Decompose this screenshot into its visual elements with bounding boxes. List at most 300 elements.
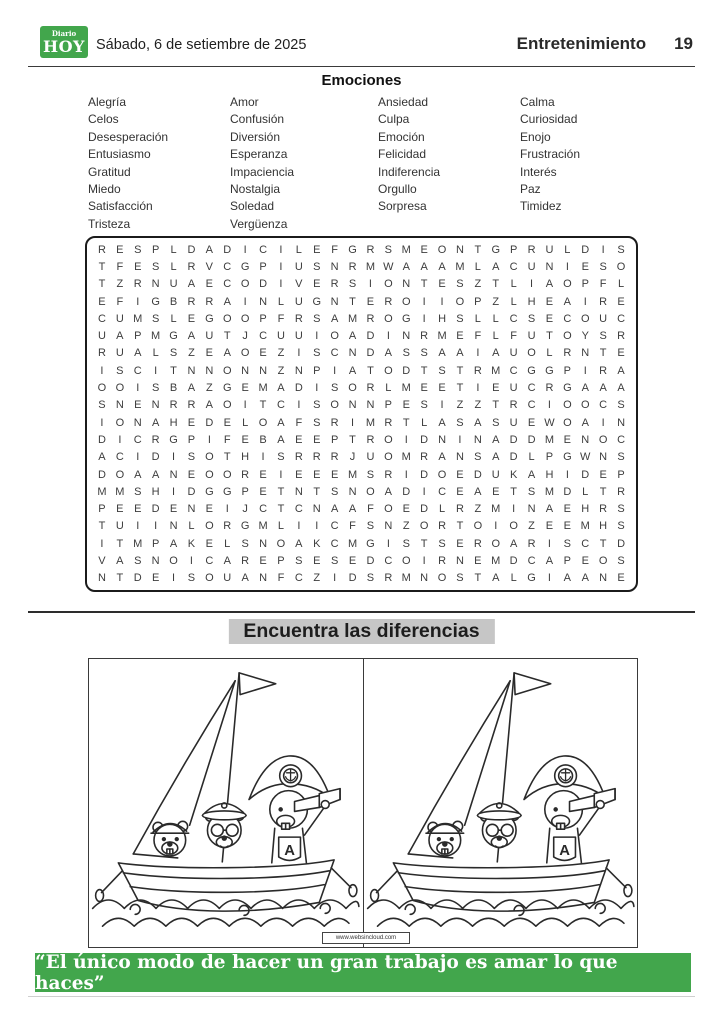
letter-cell: U	[527, 260, 536, 273]
letter-cell: N	[259, 364, 268, 377]
letter-cell: I	[315, 330, 319, 343]
letter-cell: T	[599, 485, 607, 498]
word-item: Amor	[230, 95, 259, 109]
letter-cell: I	[315, 382, 319, 395]
letter-cell: I	[422, 295, 426, 308]
letter-cell: N	[205, 364, 214, 377]
letter-cell: O	[491, 537, 501, 550]
letter-cell: O	[598, 555, 608, 568]
letter-cell: I	[440, 399, 444, 412]
letter-cell: I	[476, 382, 480, 395]
letter-cell: R	[455, 503, 464, 516]
letter-cell: I	[368, 278, 372, 291]
letter-cell: S	[295, 555, 303, 568]
letter-cell: S	[456, 416, 464, 429]
letter-cell: E	[563, 433, 572, 446]
letter-cell: I	[547, 537, 551, 550]
letter-cell: T	[456, 364, 464, 377]
letter-cell: C	[384, 555, 393, 568]
letter-cell: E	[456, 468, 464, 481]
letter-cell: I	[172, 485, 176, 498]
letter-cell: D	[402, 364, 411, 377]
letter-cell: P	[187, 433, 196, 446]
letter-cell: L	[277, 295, 284, 308]
letter-cell: P	[259, 260, 267, 273]
letter-cell: E	[527, 416, 536, 429]
letter-cell: R	[366, 382, 375, 395]
letter-cell: Z	[474, 278, 482, 291]
page-number: 19	[674, 34, 693, 53]
letter-cell: P	[330, 433, 339, 446]
letter-cell: G	[527, 364, 536, 377]
letter-cell: A	[438, 416, 446, 429]
letter-cell: O	[205, 468, 214, 481]
letter-cell: R	[473, 364, 482, 377]
letter-cell: I	[297, 520, 301, 533]
letter-cell: D	[348, 572, 357, 585]
letter-cell: M	[401, 382, 411, 395]
letter-cell: G	[222, 382, 232, 395]
letter-cell: I	[333, 364, 337, 377]
letter-cell: I	[583, 295, 587, 308]
letter-cell: M	[491, 503, 501, 516]
letter-cell: I	[207, 433, 211, 446]
letter-cell: S	[438, 364, 446, 377]
letter-cell: R	[599, 295, 608, 308]
letter-cell: R	[473, 537, 482, 550]
letter-cell: L	[492, 330, 499, 343]
letter-cell: G	[240, 260, 250, 273]
letter-cell: I	[494, 520, 498, 533]
letter-cell: T	[474, 243, 482, 256]
letter-cell: M	[258, 382, 268, 395]
letter-cell: A	[330, 503, 339, 516]
letter-cell: T	[277, 503, 285, 516]
letter-cell: I	[458, 433, 462, 446]
letter-cell: K	[509, 468, 518, 481]
letter-cell: O	[384, 451, 393, 464]
letter-cell: S	[313, 416, 321, 429]
letter-cell: D	[151, 451, 160, 464]
letter-cell: E	[563, 503, 572, 516]
letter-cell: N	[581, 433, 590, 446]
letter-cell: M	[365, 416, 376, 429]
badge-letter: A	[558, 842, 570, 859]
letter-cell: N	[294, 485, 303, 498]
letter-cell: T	[546, 330, 553, 343]
spyglass-icon	[569, 789, 615, 812]
letter-cell: G	[151, 295, 160, 308]
letter-cell: E	[545, 520, 554, 533]
letter-cell: U	[294, 295, 303, 308]
word-column	[88, 94, 230, 233]
letter-cell: F	[599, 278, 607, 291]
letter-cell: H	[599, 520, 608, 533]
letter-cell: E	[205, 537, 214, 550]
letter-cell: E	[134, 399, 142, 412]
letter-cell: W	[383, 260, 394, 273]
letter-cell: I	[136, 382, 140, 395]
letter-cell: O	[563, 416, 572, 429]
letter-cell: T	[456, 520, 464, 533]
flag-icon	[239, 673, 276, 695]
letter-cell: E	[348, 555, 357, 568]
letter-cell: S	[456, 312, 464, 325]
word-item: Timidez	[520, 199, 562, 214]
letter-cell: O	[455, 295, 465, 308]
letter-cell: Z	[474, 399, 482, 412]
letter-cell: C	[509, 312, 518, 325]
letter-cell: T	[223, 451, 231, 464]
letter-cell: I	[547, 572, 551, 585]
letter-cell: F	[116, 260, 124, 273]
letter-cell: O	[616, 260, 626, 273]
letter-cell: I	[404, 433, 408, 446]
letter-cell: I	[243, 243, 247, 256]
word-item: Desesperación	[88, 129, 169, 144]
letter-cell: I	[315, 520, 319, 533]
letter-cell: T	[599, 537, 607, 550]
letter-cell: M	[365, 260, 376, 273]
letter-cell: I	[386, 537, 390, 550]
word-column	[520, 94, 630, 233]
word-item: Tristeza	[88, 216, 131, 231]
letter-cell: D	[366, 555, 375, 568]
diario-hoy-logo	[40, 26, 88, 58]
letter-cell: I	[100, 537, 104, 550]
letter-cell: A	[420, 260, 428, 273]
quote-banner	[35, 953, 691, 992]
letter-cell: R	[330, 451, 339, 464]
letter-cell: C	[330, 520, 339, 533]
boat-illustration-right	[364, 658, 639, 948]
letter-cell: S	[187, 451, 196, 464]
letter-cell: A	[116, 330, 124, 343]
letter-cell: C	[527, 555, 536, 568]
letter-cell: E	[545, 295, 554, 308]
letter-cell: I	[172, 572, 176, 585]
letter-cell: I	[189, 555, 193, 568]
letter-cell: S	[134, 485, 142, 498]
word-item: Culpa	[378, 112, 410, 127]
letter-cell: T	[349, 295, 356, 308]
word-item: Nostalgia	[230, 182, 281, 197]
word-item: Diversión	[230, 129, 281, 144]
letter-cell: D	[617, 537, 626, 550]
letter-cell: F	[277, 572, 285, 585]
letter-cell: K	[313, 537, 321, 550]
word-item: Orgullo	[378, 182, 417, 197]
letter-cell: I	[279, 260, 283, 273]
letter-cell: M	[97, 485, 107, 498]
letter-cell: U	[294, 260, 303, 273]
letter-cell: P	[563, 364, 572, 377]
letter-cell: S	[134, 243, 142, 256]
letter-cell: M	[544, 485, 555, 498]
letter-cell: E	[259, 485, 267, 498]
letter-cell: L	[564, 243, 571, 256]
letter-cell: Z	[277, 364, 285, 377]
letter-cell: D	[223, 243, 232, 256]
captain-character	[477, 803, 521, 848]
letter-cell: U	[545, 243, 554, 256]
letter-cell: P	[313, 364, 321, 377]
letter-cell: J	[242, 330, 248, 343]
letter-cell: R	[366, 312, 375, 325]
letter-cell: O	[115, 468, 125, 481]
letter-cell: O	[240, 278, 250, 291]
letter-cell: R	[151, 433, 160, 446]
letter-cell: E	[169, 503, 178, 516]
letter-cell: S	[348, 278, 357, 291]
differences-images	[88, 658, 638, 948]
letter-cell: I	[225, 503, 229, 516]
letter-cell: D	[366, 347, 375, 360]
letter-cell: N	[294, 364, 303, 377]
letter-cell: S	[330, 382, 339, 395]
bottom-rule	[28, 996, 695, 997]
letter-cell: E	[366, 295, 375, 308]
letter-cell: A	[330, 312, 339, 325]
letter-cell: E	[295, 433, 303, 446]
letter-cell: L	[295, 243, 302, 256]
letter-cell: N	[151, 278, 160, 291]
letter-cell: F	[510, 330, 517, 343]
letter-cell: E	[438, 382, 446, 395]
letter-cell: E	[223, 416, 231, 429]
letter-cell: S	[134, 555, 142, 568]
letter-cell: C	[223, 278, 232, 291]
letter-cell: E	[563, 520, 572, 533]
boat-scene-svg	[364, 659, 638, 947]
letter-cell: D	[402, 485, 411, 498]
letter-cell: G	[527, 572, 536, 585]
letter-cell: I	[404, 468, 408, 481]
letter-cell: O	[222, 312, 232, 325]
letter-cell: I	[154, 520, 158, 533]
letter-cell: O	[276, 537, 286, 550]
letter-cell: R	[563, 347, 572, 360]
letter-cell: S	[151, 260, 160, 273]
letter-cell: S	[277, 451, 285, 464]
letter-cell: I	[440, 295, 444, 308]
letter-cell: P	[581, 278, 589, 291]
letter-cell: G	[240, 520, 250, 533]
letter-cell: I	[530, 278, 534, 291]
letter-cell: E	[581, 555, 589, 568]
letter-cell: T	[98, 260, 106, 273]
letter-cell: R	[384, 572, 393, 585]
letter-cell: U	[509, 416, 518, 429]
letter-cell: D	[563, 485, 572, 498]
letter-cell: U	[366, 451, 375, 464]
letter-cell: G	[545, 364, 554, 377]
letter-cell: N	[169, 520, 178, 533]
letter-cell: I	[333, 572, 337, 585]
letter-cell: R	[366, 243, 375, 256]
letter-cell: R	[599, 364, 608, 377]
letter-cell: R	[97, 243, 106, 256]
letter-cell: O	[205, 451, 214, 464]
letter-cell: E	[187, 416, 196, 429]
letter-cell: C	[133, 433, 142, 446]
letter-cell: R	[169, 399, 178, 412]
letter-cell: G	[312, 295, 322, 308]
letter-cell: L	[170, 312, 177, 325]
letter-cell: E	[402, 503, 410, 516]
letter-cell: L	[385, 382, 392, 395]
letter-cell: C	[527, 382, 536, 395]
letter-cell: G	[366, 537, 375, 550]
letter-cell: D	[187, 485, 196, 498]
letter-cell: T	[420, 537, 428, 550]
letter-cell: D	[509, 451, 518, 464]
letter-cell: A	[581, 572, 589, 585]
letter-cell: U	[509, 347, 518, 360]
letter-cell: A	[438, 347, 446, 360]
letter-cell: M	[401, 243, 411, 256]
letter-cell: A	[438, 260, 446, 273]
letter-cell: T	[98, 278, 106, 291]
letter-cell: A	[456, 347, 464, 360]
letter-cell: C	[259, 243, 268, 256]
letter-cell: S	[617, 399, 625, 412]
letter-cell: M	[347, 537, 358, 550]
letter-cell: J	[242, 503, 248, 516]
letter-cell: E	[116, 503, 124, 516]
letter-cell: A	[474, 485, 482, 498]
letter-cell: R	[205, 295, 214, 308]
letter-cell: I	[297, 347, 301, 360]
letter-cell: H	[545, 468, 554, 481]
letter-cell: L	[474, 312, 481, 325]
letter-cell: L	[438, 503, 446, 516]
letter-cell: F	[474, 330, 482, 343]
letter-cell: P	[509, 243, 518, 256]
letter-cell: M	[115, 485, 125, 498]
letter-cell: O	[240, 347, 250, 360]
letter-cell: N	[151, 555, 160, 568]
letter-cell: C	[276, 399, 285, 412]
letter-cell: Z	[277, 347, 285, 360]
letter-cell: A	[563, 295, 572, 308]
letter-cell: P	[259, 312, 267, 325]
letter-cell: D	[473, 468, 482, 481]
letter-cell: C	[527, 399, 536, 412]
letter-cell: I	[601, 243, 605, 256]
letter-cell: C	[563, 312, 572, 325]
letter-cell: N	[455, 555, 464, 568]
letter-cell: A	[581, 416, 589, 429]
letter-cell: I	[279, 243, 283, 256]
letter-cell: I	[547, 399, 551, 412]
letter-cell: Z	[116, 278, 124, 291]
letter-cell: L	[510, 278, 517, 291]
letter-cell: U	[491, 468, 500, 481]
letter-cell: A	[277, 382, 285, 395]
letter-cell: N	[330, 260, 339, 273]
letter-cell: E	[492, 485, 500, 498]
letter-cell: F	[223, 433, 231, 446]
letter-cell: S	[420, 399, 428, 412]
word-item: Celos	[88, 112, 119, 127]
letter-cell: C	[617, 312, 626, 325]
letter-cell: H	[241, 451, 250, 464]
letter-cell: Z	[188, 347, 195, 360]
letter-cell: S	[366, 572, 375, 585]
section-divider	[28, 611, 695, 613]
letter-cell: G	[169, 433, 178, 446]
letter-cell: A	[98, 451, 106, 464]
letter-cell: G	[491, 243, 501, 256]
letter-cell: O	[563, 278, 572, 291]
letter-cell: H	[527, 295, 536, 308]
letter-cell: L	[492, 312, 499, 325]
letter-cell: A	[116, 555, 124, 568]
letter-cell: M	[491, 555, 501, 568]
differences-title: Encuentra las diferencias	[228, 619, 494, 644]
letter-cell: G	[169, 330, 178, 343]
letter-cell: L	[188, 520, 195, 533]
letter-cell: D	[420, 433, 429, 446]
letter-cell: N	[617, 416, 626, 429]
letter-cell: C	[205, 555, 214, 568]
letter-cell: S	[420, 347, 428, 360]
header-divider	[28, 66, 695, 67]
letter-cell: I	[136, 520, 140, 533]
word-item: Impaciencia	[230, 164, 295, 179]
letter-cell: N	[438, 433, 447, 446]
letter-cell: T	[474, 572, 482, 585]
letter-cell: S	[617, 243, 625, 256]
letter-cell: I	[243, 399, 247, 412]
letter-cell: S	[474, 451, 482, 464]
letter-cell: R	[348, 260, 357, 273]
letter-cell: F	[367, 503, 374, 516]
letter-cell: I	[261, 451, 265, 464]
word-item: Soledad	[230, 199, 275, 214]
pirate-character	[524, 756, 615, 863]
letter-cell: W	[580, 451, 591, 464]
letter-cell: R	[241, 555, 250, 568]
letter-cell: A	[509, 537, 518, 550]
letter-cell: L	[546, 347, 553, 360]
word-item: Satisfacción	[88, 199, 153, 214]
letter-cell: V	[295, 278, 303, 291]
letter-cell: I	[279, 278, 283, 291]
word-item: Alegría	[88, 95, 127, 109]
letter-cell: E	[402, 399, 410, 412]
letter-cell: A	[151, 416, 160, 429]
word-item: Gratitud	[88, 164, 131, 179]
letter-cell: E	[420, 382, 428, 395]
pirate-character	[249, 756, 340, 863]
word-item: Emoción	[378, 129, 425, 144]
word-column	[378, 94, 520, 233]
letter-cell: P	[134, 330, 142, 343]
letter-cell: T	[259, 399, 267, 412]
letter-cell: T	[116, 572, 124, 585]
letter-cell: O	[509, 520, 518, 533]
letter-cell: Z	[402, 520, 410, 533]
letter-cell: A	[402, 260, 410, 273]
letter-cell: N	[169, 468, 178, 481]
letter-cell: A	[617, 364, 625, 377]
letter-cell: C	[330, 537, 339, 550]
letter-cell: S	[116, 364, 124, 377]
letter-cell: E	[205, 347, 214, 360]
letter-cell: A	[545, 555, 554, 568]
